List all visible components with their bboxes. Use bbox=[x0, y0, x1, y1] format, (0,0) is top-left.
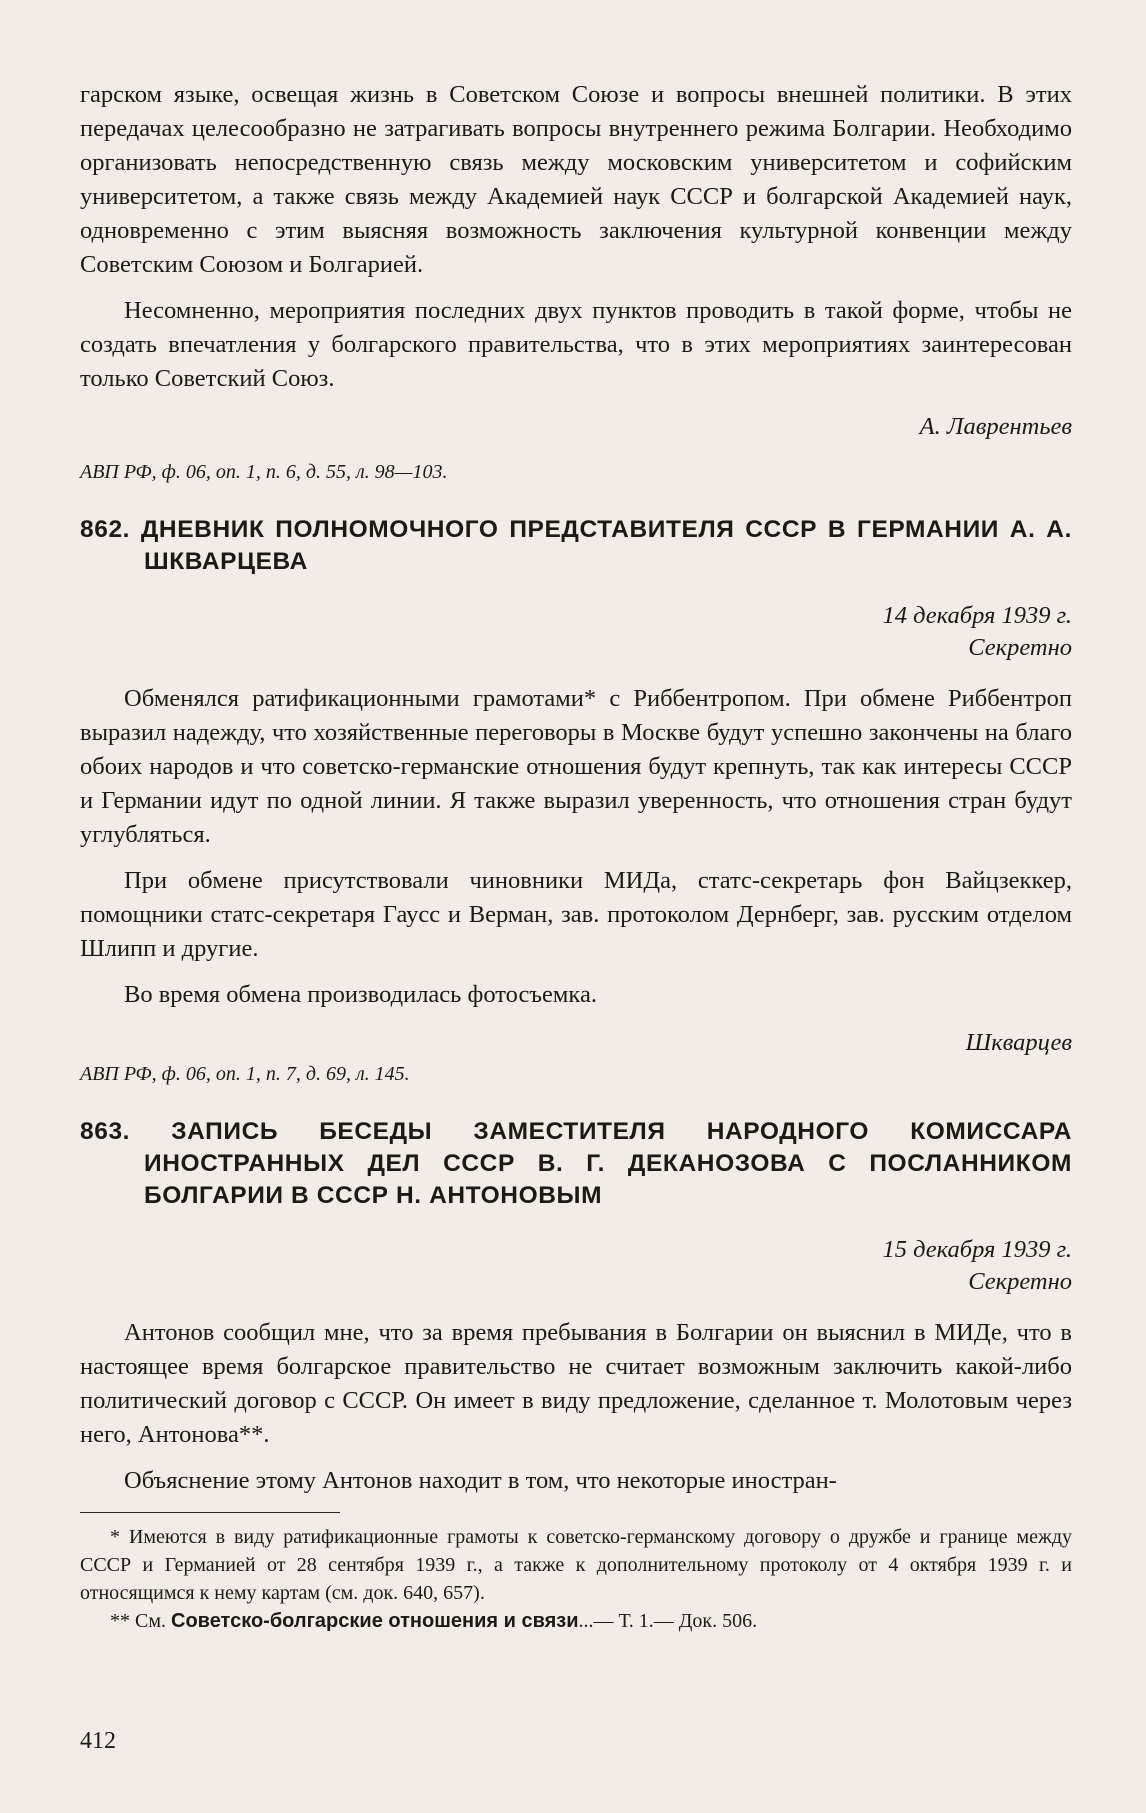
archive-source: АВП РФ, ф. 06, оп. 1, п. 6, д. 55, л. 98—103. bbox=[80, 461, 448, 483]
paragraph: Несомненно, мероприятия последних двух пунктов проводить в такой форме, чтобы не создать впечатления у болгарского правительства, что в этих мероприятиях заинтересован только Советский Союз. bbox=[80, 297, 1072, 392]
date-block bbox=[80, 1234, 1072, 1298]
footnote bbox=[80, 1607, 1072, 1635]
document-heading-862: 862. ДНЕВНИК ПОЛНОМОЧНОГО ПРЕДСТАВИТЕЛЯ СССР В ГЕРМАНИИ А. А. ШКВАРЦЕВА bbox=[80, 516, 1072, 575]
footnote-rule bbox=[80, 1512, 340, 1513]
paragraph: Во время обмена производилась фотосъемка. bbox=[124, 981, 597, 1008]
footnote-prefix: ** См. bbox=[110, 1610, 166, 1632]
secrecy-mark: Секретно bbox=[968, 634, 1072, 661]
footnotes bbox=[80, 1523, 1072, 1635]
page-number: 412 bbox=[80, 1728, 116, 1754]
paragraph: Объяснение этому Антонов находит в том, что некоторые иностран- bbox=[124, 1467, 837, 1494]
document-page bbox=[80, 78, 1072, 1635]
archive-source: АВП РФ, ф. 06, оп. 1, п. 7, д. 69, л. 145. bbox=[80, 1063, 410, 1085]
document-heading-863: 863. ЗАПИСЬ БЕСЕДЫ ЗАМЕСТИТЕЛЯ НАРОДНОГО КОМИССАРА ИНОСТРАННЫХ ДЕЛ СССР В. Г. ДЕКАНОЗОВА С ПОСЛАННИКОМ БОЛГАРИИ В СССР Н. АНТОНОВЫМ bbox=[80, 1118, 1072, 1209]
paragraph: Антонов сообщил мне, что за время пребывания в Болгарии он выяснил в МИДе, что в настоящее время болгарское правительство не считает возможным заключить какой-либо политический договор с СССР. Он имеет в виду предложение, сделанное т. Молотовым через него, Антонова**. bbox=[80, 1319, 1072, 1448]
signature: А. Лаврентьев bbox=[919, 413, 1072, 440]
signature: Шкварцев bbox=[965, 1029, 1072, 1056]
document-date: 14 декабря 1939 г. bbox=[882, 602, 1072, 629]
document-date: 15 декабря 1939 г. bbox=[882, 1236, 1072, 1263]
date-block bbox=[80, 600, 1072, 664]
paragraph: При обмене присутствовали чиновники МИДа, статс-секретарь фон Вайцзеккер, помощники статс-секретаря Гаусс и Верман, зав. протоколом Дернберг, зав. русским отделом Шлипп и другие. bbox=[80, 867, 1072, 962]
footnote-suffix: ...— Т. 1.— Док. 506. bbox=[578, 1610, 758, 1632]
paragraph: гарском языке, освещая жизнь в Советском Союзе и вопросы внешней политики. В этих передачах целесообразно не затрагивать вопросы внутреннего режима Болгарии. Необходимо организовать непосредственную связь между московским университетом и софийским университетом, а также связь между Академией наук СССР и болгарской Академией наук, одновременно с этим выясняя возможность заключения культурной конвенции между Советским Союзом и Болгарией. bbox=[80, 81, 1072, 278]
footnote: * Имеются в виду ратификационные грамоты к советско-германскому договору о дружбе и границе между СССР и Германией от 28 сентября 1939 г., а также к дополнительному протоколу от 4 октября 1939 г. и относящимся к нему картам (см. док. 640, 657). bbox=[80, 1526, 1072, 1604]
footnote-title: Советско-болгарские отношения и связи bbox=[171, 1610, 579, 1632]
secrecy-mark: Секретно bbox=[968, 1268, 1072, 1295]
paragraph: Обменялся ратификационными грамотами* с Риббентропом. При обмене Риббентроп выразил надежду, что хозяйственные переговоры в Москве будут успешно закончены на благо обоих народов и что советско-германские отношения будут крепнуть, так как интересы СССР и Германии идут по одной линии. Я также выразил уверенность, что отношения стран будут углубляться. bbox=[80, 685, 1072, 848]
